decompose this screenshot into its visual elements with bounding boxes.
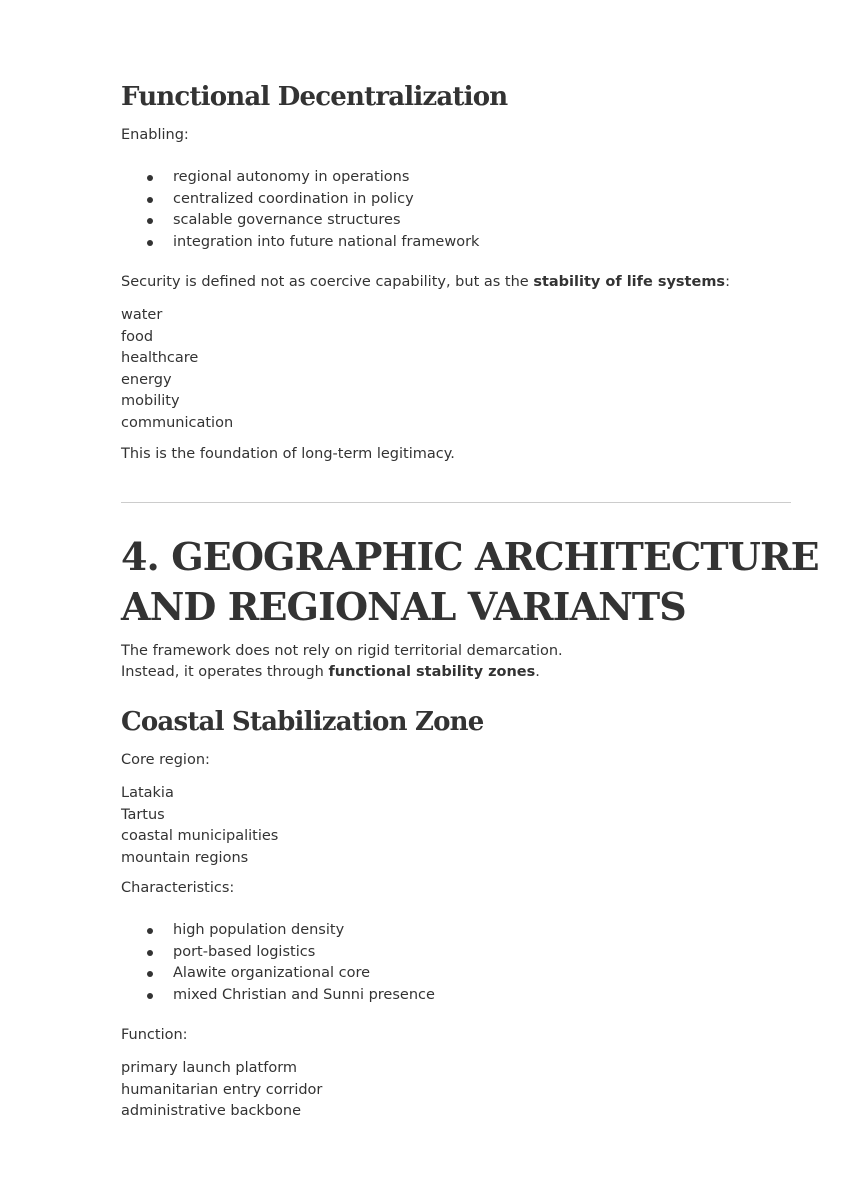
intro-line-1: The framework does not rely on rigid territorial demarcation. — [121, 643, 563, 659]
function-list — [121, 1058, 322, 1123]
list-item: Alawite organizational core — [121, 963, 435, 985]
bullet-icon — [147, 950, 153, 956]
characteristics-label: Characteristics: — [121, 880, 235, 896]
characteristics-list — [121, 920, 435, 1006]
bullet-icon — [147, 928, 153, 934]
function-label: Function: — [121, 1027, 188, 1043]
bullet-icon — [147, 175, 153, 181]
section-title-line-1: 4. GEOGRAPHIC ARCHITECTURE — [121, 534, 819, 579]
list-item: mixed Christian and Sunni presence — [121, 985, 435, 1007]
life-systems-list — [121, 305, 233, 434]
list-item: water — [121, 307, 163, 323]
list-item: high population density — [121, 920, 435, 942]
foundation-statement: This is the foundation of long-term legitimacy. — [121, 446, 455, 462]
list-item: humanitarian entry corridor — [121, 1081, 323, 1098]
section-divider — [121, 502, 791, 503]
list-item: communication — [121, 414, 234, 431]
intro-line-2: Instead, it operates through functional stability zones. — [121, 664, 540, 680]
list-item: mountain regions — [121, 849, 249, 866]
list-item: energy — [121, 371, 172, 388]
list-item: Latakia — [121, 785, 174, 801]
list-item: food — [121, 328, 154, 345]
list-item: healthcare — [121, 350, 199, 366]
section-heading-functional-decentralization: Functional Decentralization — [121, 82, 508, 112]
list-item: integration into future national framework — [121, 232, 479, 254]
core-region-list — [121, 783, 278, 869]
section-heading-coastal: Coastal Stabilization Zone — [121, 707, 484, 737]
list-item: centralized coordination in policy — [121, 189, 479, 211]
list-item: port-based logistics — [121, 942, 435, 964]
bullet-icon — [147, 971, 153, 977]
section-title-line-2: AND REGIONAL VARIANTS — [121, 584, 686, 629]
bullet-icon — [147, 993, 153, 999]
list-item: coastal municipalities — [121, 828, 279, 844]
list-item: administrative backbone — [121, 1103, 302, 1119]
enabling-label: Enabling: — [121, 127, 189, 143]
list-item: scalable governance structures — [121, 210, 479, 232]
list-item: mobility — [121, 393, 180, 409]
bullet-icon — [147, 197, 153, 203]
list-item: primary launch platform — [121, 1060, 298, 1076]
enabling-list — [121, 167, 479, 253]
list-item: Tartus — [121, 806, 165, 823]
list-item: regional autonomy in operations — [121, 167, 479, 189]
bullet-icon — [147, 218, 153, 224]
core-region-label: Core region: — [121, 752, 210, 768]
security-definition: Security is defined not as coercive capability, but as the stability of life systems: — [121, 274, 730, 290]
bullet-icon — [147, 240, 153, 246]
